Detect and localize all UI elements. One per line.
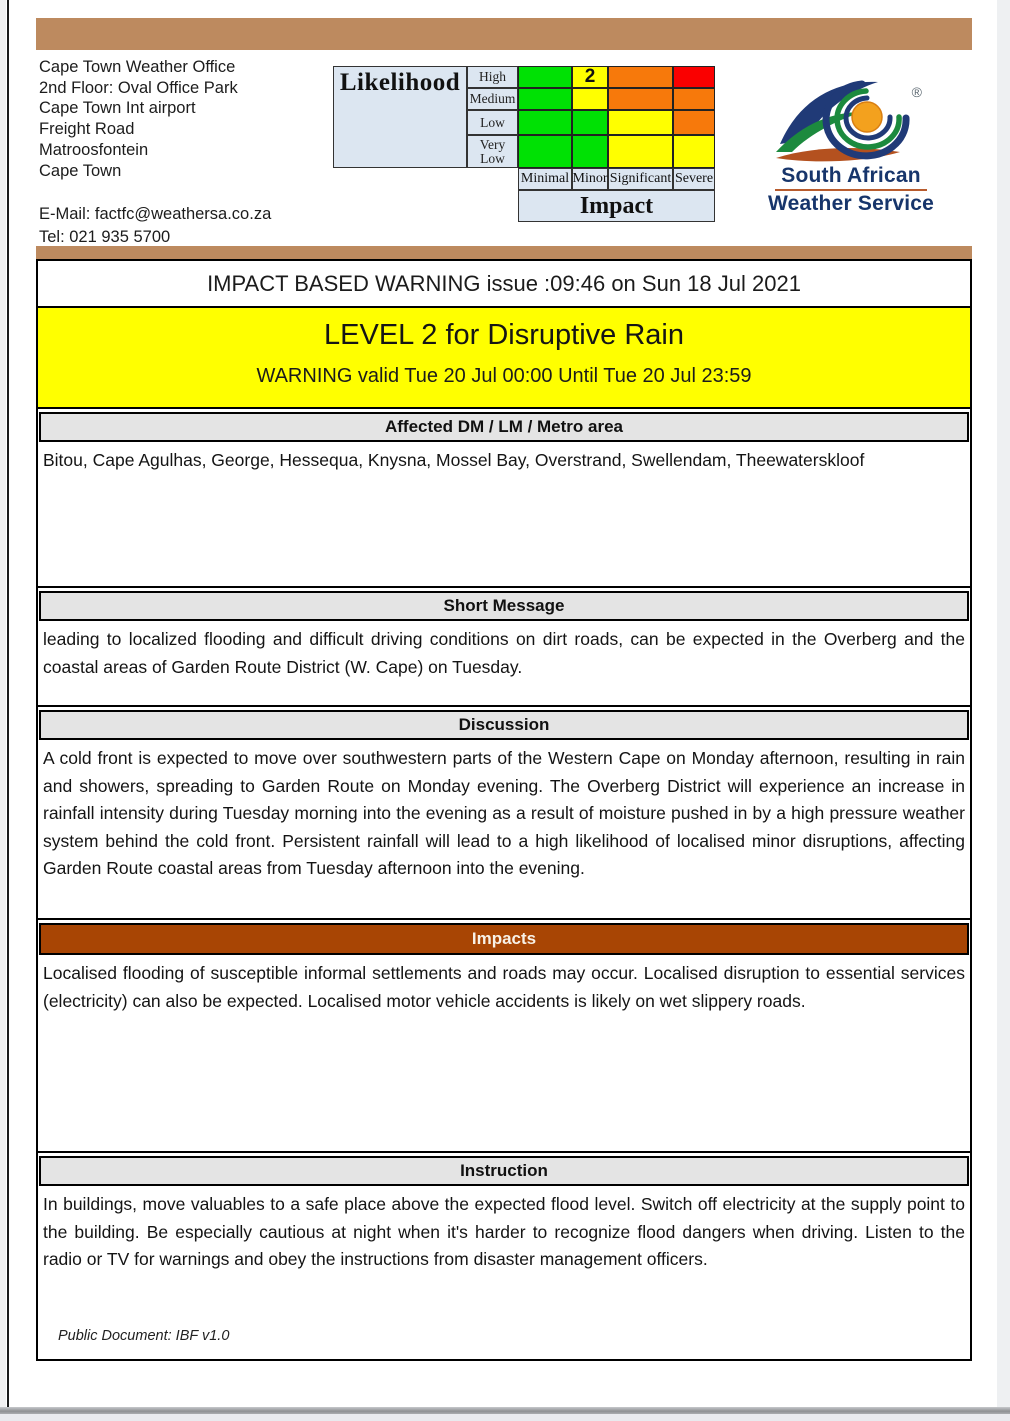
matrix-cell bbox=[518, 88, 572, 110]
warning-document bbox=[36, 259, 972, 1361]
matrix-cell: 2 bbox=[572, 66, 608, 88]
warning-level-banner bbox=[38, 308, 970, 409]
left-margin-strip bbox=[0, 0, 6, 1421]
section-header-instruction: Instruction bbox=[39, 1156, 969, 1186]
section-header-discussion: Discussion bbox=[39, 710, 969, 740]
document-footer: Public Document: IBF v1.0 bbox=[58, 1327, 230, 1344]
matrix-cell bbox=[673, 66, 715, 88]
logo-underline bbox=[775, 189, 927, 191]
matrix-col-label: Severe bbox=[673, 168, 715, 190]
matrix-cell bbox=[518, 135, 572, 168]
registered-trademark-icon: ® bbox=[911, 84, 922, 100]
right-margin-strip bbox=[997, 0, 1010, 1421]
matrix-col-label: Minimal bbox=[518, 168, 572, 190]
section-body-affected-area: Bitou, Cape Agulhas, George, Hessequa, Knysna, Mossel Bay, Overstrand, Swellendam, Theewaterskloof bbox=[38, 442, 970, 588]
section-header-short-message: Short Message bbox=[39, 591, 969, 621]
section-body-impacts: Localised flooding of susceptible informal settlements and roads may occur. Localised disruption to essential services (electricity) can also be expected. Localised motor vehicle accidents is likely on wet slippery roads. bbox=[38, 955, 970, 1153]
saws-logo-icon bbox=[766, 72, 936, 164]
matrix-cell bbox=[608, 110, 673, 135]
matrix-cell bbox=[673, 88, 715, 110]
matrix-cell bbox=[608, 135, 673, 168]
matrix-cell bbox=[572, 110, 608, 135]
section-body-short-message: leading to localized flooding and difficult driving conditions on dirt roads, can be expected in the Overberg and the coastal areas of Garden Route District (W. Cape) on Tuesday. bbox=[38, 621, 970, 707]
matrix-cell bbox=[673, 135, 715, 168]
address-line: Freight Road bbox=[39, 120, 135, 139]
address-line: Matroosfontein bbox=[39, 140, 149, 159]
accent-bar-divider bbox=[36, 246, 972, 259]
matrix-cell bbox=[572, 135, 608, 168]
matrix-cell bbox=[572, 88, 608, 110]
section-header-impacts: Impacts bbox=[39, 923, 969, 955]
logo-text-line1: South African bbox=[781, 164, 921, 187]
address-line: Cape Town bbox=[39, 161, 122, 180]
matrix-row-label: High bbox=[467, 66, 518, 88]
issue-header: IMPACT BASED WARNING issue :09:46 on Sun 18 Jul 2021 bbox=[38, 261, 970, 308]
tel-line: Tel: 021 935 5700 bbox=[39, 228, 171, 246]
impact-label: Impact bbox=[518, 190, 715, 222]
email-line: E-Mail: factfc@weathersa.co.za bbox=[39, 205, 272, 223]
matrix-col-label: Minor bbox=[572, 168, 608, 190]
matrix-cell bbox=[518, 110, 572, 135]
bottom-margin-strip bbox=[0, 1414, 1010, 1421]
saws-logo bbox=[762, 72, 940, 222]
left-rule-line bbox=[7, 0, 9, 1408]
matrix-row-label: Medium bbox=[467, 88, 518, 110]
office-address bbox=[39, 57, 238, 181]
warning-valid-line: WARNING valid Tue 20 Jul 00:00 Until Tue 20 Jul 23:59 bbox=[256, 365, 752, 387]
address-line: 2nd Floor: Oval Office Park bbox=[39, 78, 238, 97]
likelihood-label: Likelihood bbox=[333, 66, 467, 168]
section-body-instruction: In buildings, move valuables to a safe place above the expected flood level. Switch off electricity at the supply point to the building. Be especially cautious at night when it's harder to recognize flood dangers when driving. Listen to the radio or TV for warnings and obey the instructions from disaster management officers. bbox=[43, 1194, 965, 1269]
matrix-row-label: Very Low bbox=[467, 135, 518, 168]
matrix-col-label: Significant bbox=[608, 168, 673, 190]
top-accent-bar bbox=[36, 18, 972, 50]
section-header-affected-area: Affected DM / LM / Metro area bbox=[39, 412, 969, 442]
logo-text-line2: Weather Service bbox=[767, 192, 935, 215]
warning-level-title: LEVEL 2 for Disruptive Rain bbox=[324, 319, 684, 351]
window-bottom-edge bbox=[0, 1407, 1010, 1414]
section-body-discussion: A cold front is expected to move over southwestern parts of the Western Cape on Monday afternoon, resulting in rain and showers, spreading to Garden Route on Monday evening. The Overberg District will experience an increase in rainfall intensity during Tuesday morning into the evening as a result of moisture pushed in by a high pressure weather system behind the cold front. Persistent rainfall will lead to a high likelihood of localised minor disruptions, affecting Garden Route coastal areas from Tuesday afternoon into the evening. bbox=[38, 740, 970, 920]
matrix-row-label: Low bbox=[467, 110, 518, 135]
risk-matrix bbox=[333, 66, 715, 222]
matrix-cell bbox=[608, 88, 673, 110]
office-contact bbox=[39, 203, 271, 249]
matrix-cell bbox=[608, 66, 673, 88]
address-line: Cape Town Int airport bbox=[39, 99, 196, 118]
matrix-cell bbox=[518, 66, 572, 88]
address-line: Cape Town Weather Office bbox=[39, 58, 236, 76]
matrix-cell bbox=[673, 110, 715, 135]
